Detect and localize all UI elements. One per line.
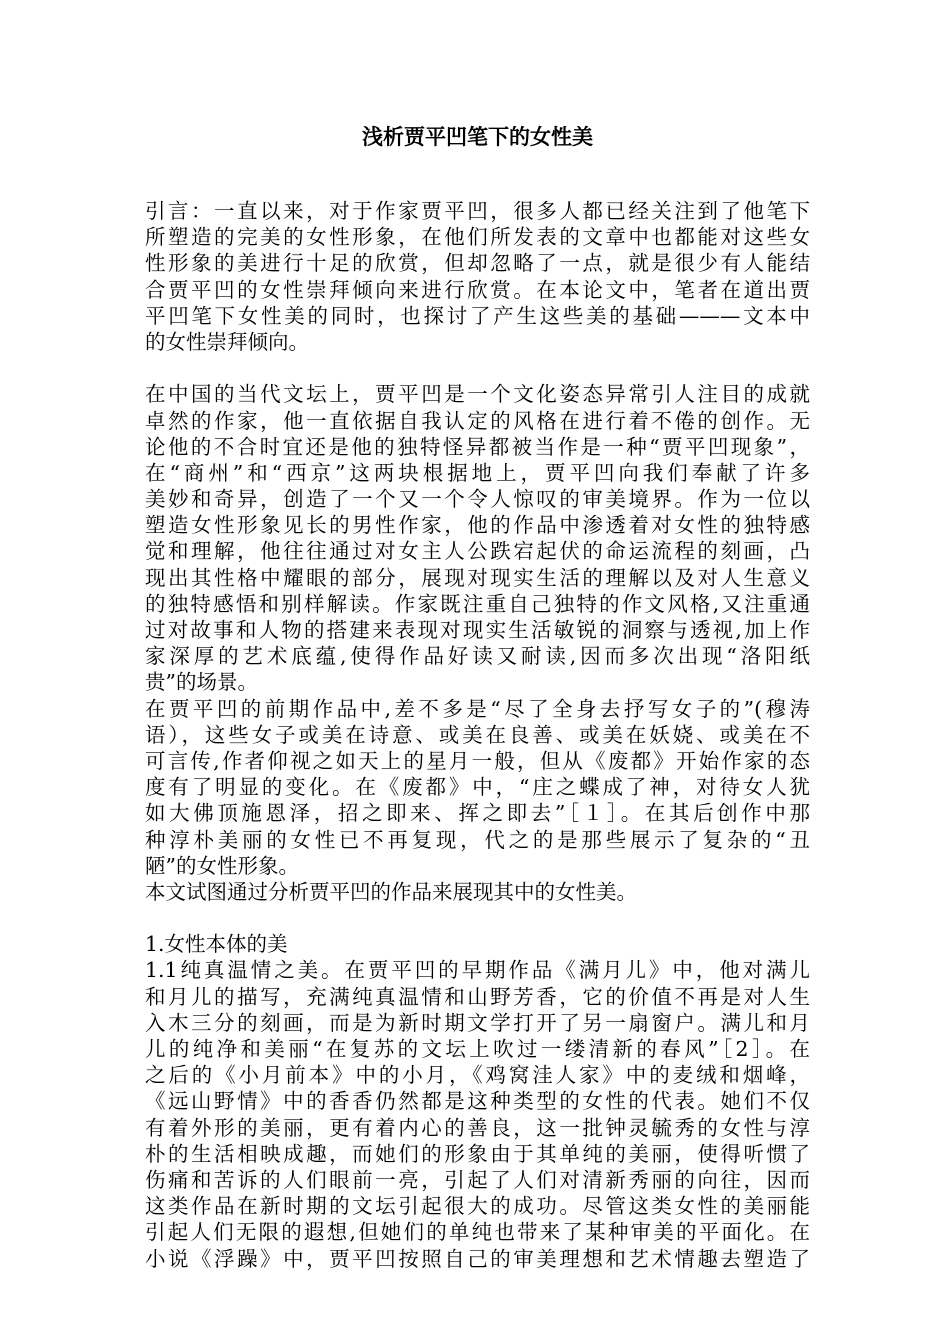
text-line: 家深厚的艺术底蕴,使得作品好读又耐读,因而多次出现“洛阳纸 [145, 644, 810, 669]
text-line: 卓然的作家，他一直依据自我认定的风格在进行着不倦的创作。无 [145, 408, 810, 433]
text-line: 在中国的当代文坛上，贾平凹是一个文化姿态异常引人注目的成就 [145, 382, 810, 407]
text-line: 的女性崇拜倾向。 [145, 329, 309, 354]
text-line: 觉和理解，他往往通过对女主人公跌宕起伏的命运流程的刻画，凸 [145, 539, 810, 564]
text-line: 的独特感悟和别样解读。作家既注重自己独特的作文风格,又注重通 [145, 591, 810, 616]
text-line: 在“商州”和“西京”这两块根据地上，贾平凹向我们奉献了许多 [145, 460, 810, 485]
blank-line [145, 355, 810, 381]
page-title: 浅析贾平凹笔下的女性美 [362, 125, 593, 149]
text-line: 性形象的美进行十足的欣赏，但却忽略了一点，就是很少有人能结 [145, 251, 810, 276]
text-line: 语），这些女子或美在诗意、或美在良善、或美在妖娆、或美在不 [145, 722, 810, 747]
text-line: 可言传,作者仰视之如天上的星月一般，但从《废都》开始作家的态 [145, 748, 810, 773]
text-line: 现出其性格中耀眼的部分，展现对现实生活的理解以及对人生意义 [145, 565, 810, 590]
text-line: 本文试图通过分析贾平凹的作品来展现其中的女性美。 [145, 879, 637, 904]
text-line: 所塑造的完美的女性形象，在他们所发表的文章中也都能对这些女 [145, 225, 810, 250]
text-line: 伤痛和苦诉的人们眼前一亮，引起了人们对清新秀丽的向往，因而 [145, 1167, 810, 1192]
text-line: 这类作品在新时期的文坛引起很大的成功。尽管这类女性的美丽能 [145, 1194, 810, 1219]
text-line: 合贾平凹的女性崇拜倾向来进行欣赏。在本论文中，笔者在道出贾 [145, 277, 810, 302]
text-line: 1.女性本体的美 [145, 932, 288, 957]
text-line: 贵”的场景。 [145, 670, 258, 695]
text-line: 儿的纯净和美丽“在复苏的文坛上吹过一缕清新的春风”［2］。在 [145, 1037, 810, 1061]
text-line: 如大佛顶施恩泽，招之即来、挥之即去”［１］。在其后创作中那 [145, 801, 810, 826]
text-line: 有着外形的美丽，更有着内心的善良，这一批钟灵毓秀的女性与淳 [145, 1115, 810, 1140]
text-line: 塑造女性形象见长的男性作家，他的作品中渗透着对女性的独特感 [145, 513, 810, 538]
text-line: 美妙和奇异，创造了一个又一个令人惊叹的审美境界。作为一位以 [145, 487, 810, 512]
document-body [145, 198, 810, 1272]
text-line: 平凹笔下女性美的同时，也探讨了产生这些美的基础———文本中 [145, 303, 810, 328]
text-line: 论他的不合时宜还是他的独特怪异都被当作是一种“贾平凹现象”， [145, 434, 810, 459]
text-line: 种淳朴美丽的女性已不再复现，代之的是那些展示了复杂的“丑 [145, 827, 810, 852]
text-line: 之后的《小月前本》中的小月，《鸡窝洼人家》中的麦绒和烟峰， [145, 1063, 810, 1088]
text-line: 引起人们无限的遐想,但她们的单纯也带来了某种审美的平面化。在 [145, 1220, 810, 1245]
text-line: 朴的生活相映成趣，而她们的形象由于其单纯的美丽，使得听惯了 [145, 1141, 810, 1166]
text-line: 在贾平凹的前期作品中,差不多是“尽了全身去抒写女子的”(穆涛 [145, 696, 810, 721]
text-line: 《远山野情》中的香香仍然都是这种类型的女性的代表。她们不仅 [145, 1089, 810, 1114]
text-line: 和月儿的描写，充满纯真温情和山野芳香，它的价值不再是对人生 [145, 984, 810, 1009]
text-line: 引言：一直以来，对于作家贾平凹，很多人都已经关注到了他笔下 [145, 199, 810, 223]
text-line: 入木三分的刻画，而是为新时期文学打开了另一扇窗户。满儿和月 [145, 1010, 810, 1035]
blank-line [145, 905, 810, 931]
text-line: 小说《浮躁》中，贾平凹按照自己的审美理想和艺术情趣去塑造了 [145, 1246, 810, 1271]
text-line: 度有了明显的变化。在《废都》中，“庄之蝶成了神，对待女人犹 [145, 775, 810, 800]
text-line: 1.1纯真温情之美。在贾平凹的早期作品《满月儿》中，他对满儿 [145, 958, 810, 983]
text-line: 陋”的女性形象。 [145, 853, 299, 878]
text-line: 过对故事和人物的搭建来表现对现实生活敏锐的洞察与透视,加上作 [145, 618, 810, 642]
